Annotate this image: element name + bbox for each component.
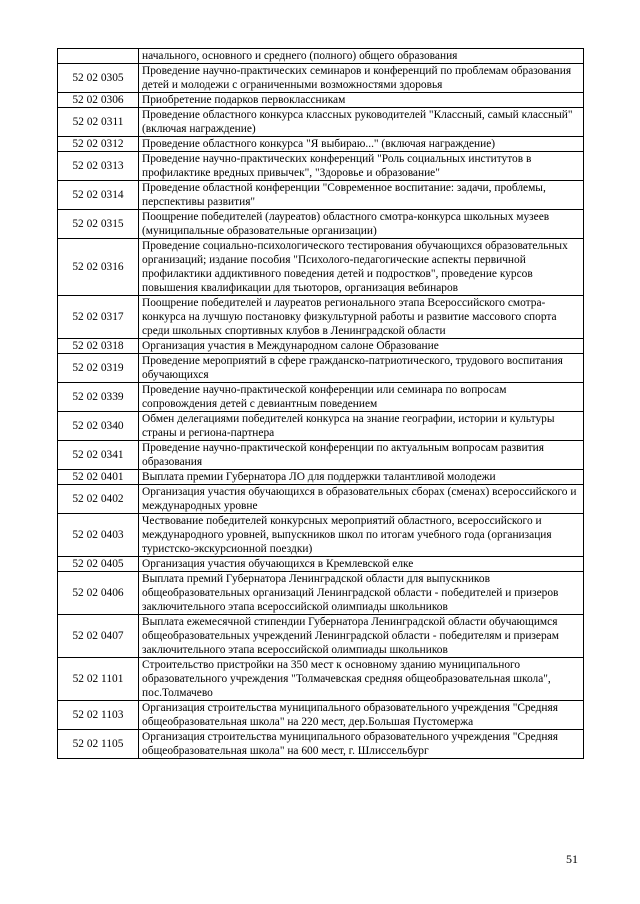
row-code: 52 02 0407 <box>58 615 139 658</box>
row-code: 52 02 0339 <box>58 383 139 412</box>
table-row <box>58 485 584 514</box>
table-row <box>58 730 584 759</box>
row-code <box>58 49 139 64</box>
row-code: 52 02 0311 <box>58 108 139 137</box>
row-description: Поощрение победителей (лауреатов) областного смотра-конкурса школьных музеев (муниципальные образовательные организации) <box>139 210 584 239</box>
row-code: 52 02 0306 <box>58 93 139 108</box>
table-row <box>58 239 584 296</box>
table-row <box>58 181 584 210</box>
row-code: 52 02 0406 <box>58 572 139 615</box>
row-code: 52 02 1105 <box>58 730 139 759</box>
row-code: 52 02 0340 <box>58 412 139 441</box>
row-description: Организация участия обучающихся в Кремлевской елке <box>139 557 584 572</box>
table-row <box>58 470 584 485</box>
row-code: 52 02 0318 <box>58 339 139 354</box>
table-body <box>58 49 584 759</box>
table-row <box>58 441 584 470</box>
row-description: Поощрение победителей и лауреатов регионального этапа Всероссийского смотра-конкурса на лучшую постановку физкультурной работы и развитие массового спорта среди школьных спортивных клубов в Ленинградской области <box>139 296 584 339</box>
row-code: 52 02 0305 <box>58 64 139 93</box>
row-code: 52 02 0316 <box>58 239 139 296</box>
table-row <box>58 354 584 383</box>
row-code: 52 02 0405 <box>58 557 139 572</box>
row-description: Организация участия обучающихся в образовательных сборах (сменах) всероссийского и международных уровне <box>139 485 584 514</box>
table-row <box>58 137 584 152</box>
table-row <box>58 615 584 658</box>
row-code: 52 02 0403 <box>58 514 139 557</box>
table-row <box>58 383 584 412</box>
row-description: Проведение научно-практических семинаров и конференций по проблемам образования детей и молодежи с ограниченными возможностями здоровья <box>139 64 584 93</box>
row-code: 52 02 0341 <box>58 441 139 470</box>
row-description: Обмен делегациями победителей конкурса на знание географии, истории и культуры страны и региона-партнера <box>139 412 584 441</box>
table-row <box>58 572 584 615</box>
table-row <box>58 108 584 137</box>
row-description: Проведение социально-психологического тестирования обучающихся образовательных организаций; издание пособия "Психолого-педагогические аспекты первичной профилактики аддиктивного поведения детей и подростков", проведение курсов повышения квалификации для тьюторов, организация вебинаров <box>139 239 584 296</box>
row-description: Организация строительства муниципального образовательного учреждения "Средняя общеобразовательная школа" на 220 мест, дер.Большая Пустомержа <box>139 701 584 730</box>
row-description: Проведение областной конференции "Современное воспитание: задачи, проблемы, перспективы развития" <box>139 181 584 210</box>
row-description: Проведение научно-практических конференций "Роль социальных институтов в профилактике вредных привычек", "Здоровье и образование" <box>139 152 584 181</box>
row-description: Проведение научно-практической конференции или семинара по вопросам сопровождения детей с девиантным поведением <box>139 383 584 412</box>
row-description: Проведение мероприятий в сфере гражданско-патриотического, трудового воспитания обучающихся <box>139 354 584 383</box>
row-code: 52 02 0401 <box>58 470 139 485</box>
row-code: 52 02 0312 <box>58 137 139 152</box>
table-row <box>58 701 584 730</box>
row-code: 52 02 0314 <box>58 181 139 210</box>
row-description: Выплата ежемесячной стипендии Губернатора Ленинградской области обучающимся общеобразовательных учреждений Ленинградской области - победителям и призерам заключительного этапа всероссийской олимпиады школьников <box>139 615 584 658</box>
table-row <box>58 152 584 181</box>
page-number: 51 <box>566 852 578 866</box>
row-code: 52 02 0317 <box>58 296 139 339</box>
table-row <box>58 210 584 239</box>
row-code: 52 02 1103 <box>58 701 139 730</box>
row-code: 52 02 0402 <box>58 485 139 514</box>
row-code: 52 02 0315 <box>58 210 139 239</box>
row-description: Проведение научно-практической конференции по актуальным вопросам развития образования <box>139 441 584 470</box>
table-row <box>58 412 584 441</box>
row-description: Выплата премии Губернатора ЛО для поддержки талантливой молодежи <box>139 470 584 485</box>
table-row <box>58 296 584 339</box>
row-description: Выплата премий Губернатора Ленинградской области для выпускников общеобразовательных организаций Ленинградской области - победителей и призеров заключительного этапа всероссийской олимпиады школьников <box>139 572 584 615</box>
table-row <box>58 93 584 108</box>
row-code: 52 02 0319 <box>58 354 139 383</box>
table-row <box>58 339 584 354</box>
table-row <box>58 658 584 701</box>
table-row <box>58 49 584 64</box>
row-description: Чествование победителей конкурсных мероприятий областного, всероссийского и международного уровней, выпускников школ по итогам учебного года (организация туристско-экскурсионной поездки) <box>139 514 584 557</box>
row-description: Строительство пристройки на 350 мест к основному зданию муниципального образовательного учреждения "Толмачевская средняя общеобразовательная школа", пос.Толмачево <box>139 658 584 701</box>
table-row <box>58 514 584 557</box>
row-description: Организация строительства муниципального образовательного учреждения "Средняя общеобразовательная школа" на 600 мест, г. Шлиссельбург <box>139 730 584 759</box>
row-code: 52 02 0313 <box>58 152 139 181</box>
row-description: начального, основного и среднего (полного) общего образования <box>139 49 584 64</box>
row-code: 52 02 1101 <box>58 658 139 701</box>
table-row <box>58 557 584 572</box>
table-row <box>58 64 584 93</box>
budget-code-table <box>57 48 584 759</box>
row-description: Проведение областного конкурса классных руководителей "Классный, самый классный" (включая награждение) <box>139 108 584 137</box>
row-description: Приобретение подарков первоклассникам <box>139 93 584 108</box>
row-description: Проведение областного конкурса "Я выбираю..." (включая награждение) <box>139 137 584 152</box>
row-description: Организация участия в Международном салоне Образование <box>139 339 584 354</box>
